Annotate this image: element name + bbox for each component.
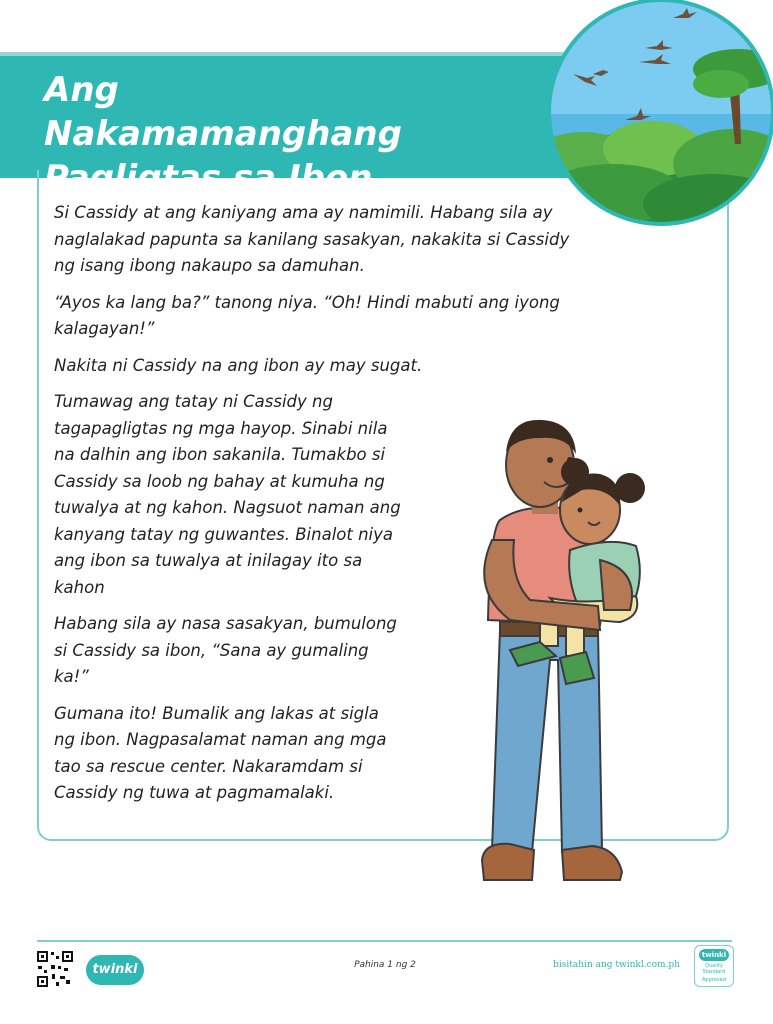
website-link[interactable]: bisitahin ang twinkl.com.ph (553, 960, 680, 970)
badge-brand: twinkl (699, 949, 729, 961)
qr-code-icon (36, 950, 74, 988)
paragraph-6: Gumana ito! Bumalik ang lakas at sigla ng ibon. Nagpasalamat naman ang mga tao sa rescue center. Nakaramdam si Cassidy ng tuwa at pagmamalaki. (54, 703, 387, 802)
title-line-2: Nakamamanghang (44, 114, 402, 154)
paragraph-1: Si Cassidy at ang kaniyang ama ay namimili. Habang sila ay naglalakad papunta sa kanilang sasakyan, nakakita si Cassidy ng isang ibong nakaupo sa damuhan. (54, 203, 570, 275)
page-title (44, 68, 564, 198)
badge-line-1: Quality Standard (702, 963, 726, 975)
paragraph-2: “Ayos ka lang ba?” tanong niya. “Oh! Hindi mabuti ang iyong kalagayan!” (54, 292, 560, 338)
father-daughter-illustration (470, 410, 680, 910)
paragraph-4: Tumawag ang tatay ni Cassidy ng tagapagligtas ng mga hayop. Sinabi nila na dalhin ang ibon sakanila. Tumakbo si Cassidy sa loob ng bahay at kumuha ng tuwalya at ng kahon. Nagsuot naman ang kanyang tatay ng guwantes. Binalot niya ang ibon sa tuwalya at inilagay ito sa kahon (54, 392, 401, 597)
title-line-3: Pagligtas sa Ibon (44, 158, 373, 198)
forest-birds-illustration (543, 0, 773, 244)
quality-badge (694, 945, 734, 987)
paragraph-5: Habang sila ay nasa sasakyan, bumulong si Cassidy sa ibon, “Sana ay gumaling ka!” (54, 614, 397, 686)
badge-line-2: Approved (702, 977, 726, 983)
paragraph-3: Nakita ni Cassidy na ang ibon ay may sugat. (54, 355, 423, 375)
title-line-1: Ang (44, 70, 119, 110)
page-number: Pahina 1 ng 2 (354, 960, 416, 970)
twinkl-logo[interactable]: twinkl (86, 955, 144, 985)
footer-divider (37, 940, 732, 942)
